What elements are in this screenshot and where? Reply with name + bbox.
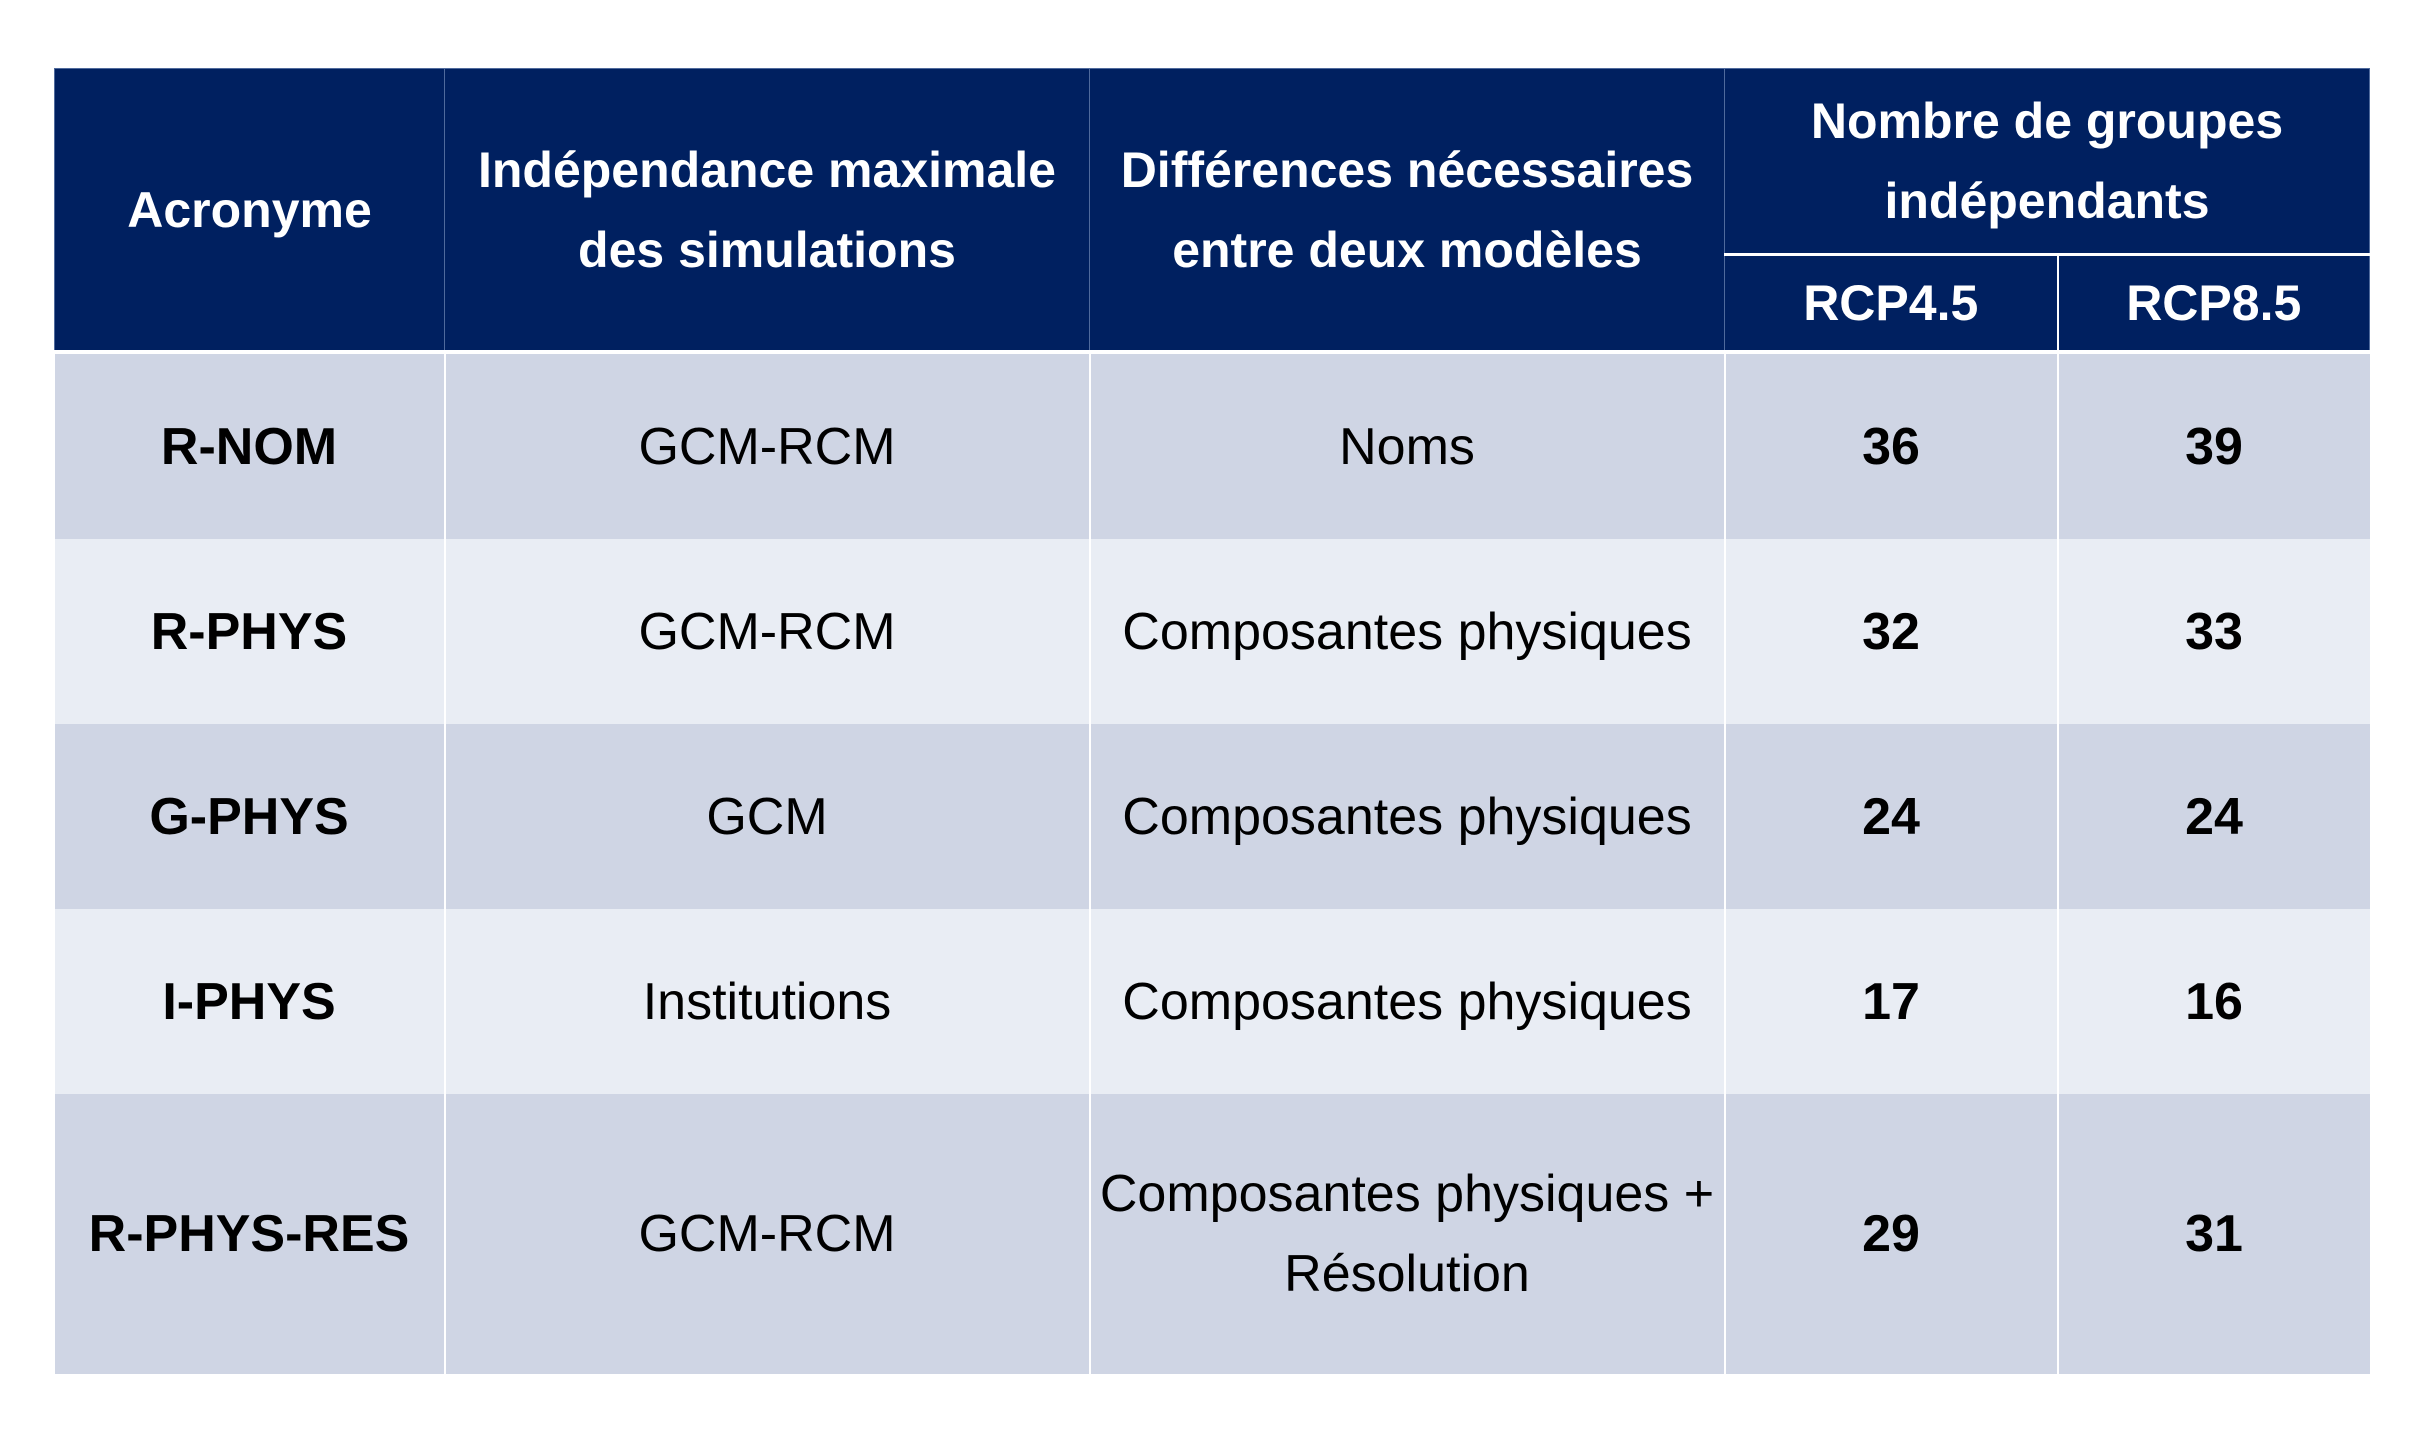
cell-independance: GCM-RCM [445,539,1090,724]
independence-table-container [54,68,2369,1374]
cell-rcp45: 17 [1725,909,2058,1094]
header-nombre-groupes: Nombre de groupes indépendants [1725,69,2370,255]
header-differences: Différences nécessaires entre deux modèles [1090,69,1725,353]
cell-rcp85: 24 [2058,724,2370,909]
header-independance: Indépendance maximale des simulations [445,69,1090,353]
table-row [55,352,2370,539]
cell-differences: Composantes physiques [1090,724,1725,909]
cell-independance: GCM-RCM [445,1094,1090,1374]
table-body [55,352,2370,1374]
table-row [55,539,2370,724]
cell-rcp85: 39 [2058,352,2370,539]
cell-rcp45: 36 [1725,352,2058,539]
cell-differences: Composantes physiques [1090,909,1725,1094]
cell-acronyme: R-NOM [55,352,445,539]
cell-acronyme: R-PHYS-RES [55,1094,445,1374]
cell-independance: GCM [445,724,1090,909]
cell-rcp45: 24 [1725,724,2058,909]
table-row [55,909,2370,1094]
table-row [55,724,2370,909]
cell-independance: GCM-RCM [445,352,1090,539]
cell-differences: Composantes physiques [1090,539,1725,724]
cell-differences: Composantes physiques + Résolution [1090,1094,1725,1374]
table-row [55,1094,2370,1374]
cell-acronyme: R-PHYS [55,539,445,724]
table-header [55,69,2370,353]
cell-rcp85: 33 [2058,539,2370,724]
cell-acronyme: I-PHYS [55,909,445,1094]
independence-table [54,68,2370,1374]
header-rcp45: RCP4.5 [1725,255,2058,353]
cell-acronyme: G-PHYS [55,724,445,909]
cell-differences: Noms [1090,352,1725,539]
header-acronyme: Acronyme [55,69,445,353]
cell-rcp45: 32 [1725,539,2058,724]
cell-rcp85: 16 [2058,909,2370,1094]
cell-rcp85: 31 [2058,1094,2370,1374]
cell-independance: Institutions [445,909,1090,1094]
cell-rcp45: 29 [1725,1094,2058,1374]
header-rcp85: RCP8.5 [2058,255,2370,353]
